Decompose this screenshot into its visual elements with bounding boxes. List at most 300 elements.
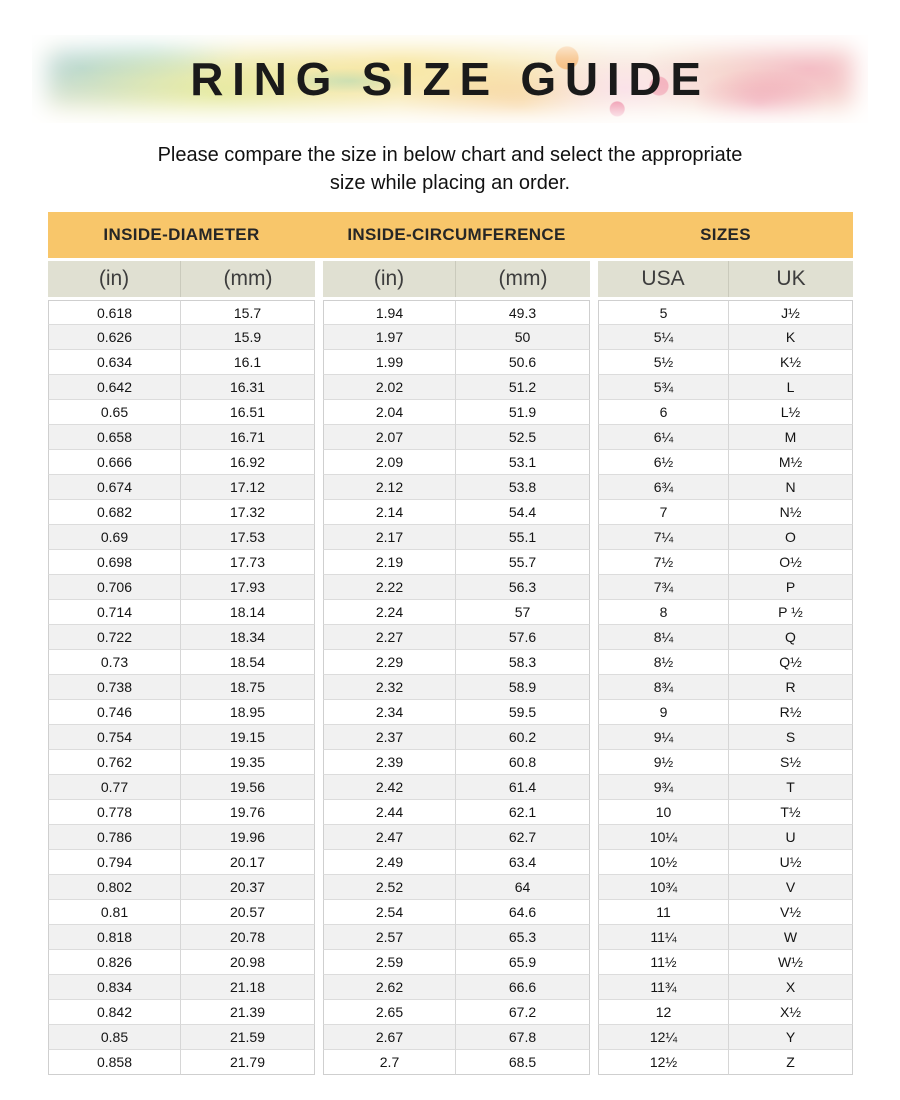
- cell-size-usa: 11½: [598, 950, 729, 975]
- table-row: [48, 400, 853, 425]
- cell-circumference-mm: 56.3: [456, 575, 590, 600]
- cell-diameter-in: 0.658: [48, 425, 181, 450]
- group-gap: [590, 675, 598, 700]
- cell-diameter-in: 0.698: [48, 550, 181, 575]
- table-row: [48, 775, 853, 800]
- cell-size-uk: M: [729, 425, 853, 450]
- cell-size-usa: 6½: [598, 450, 729, 475]
- cell-circumference-mm: 61.4: [456, 775, 590, 800]
- cell-diameter-mm: 20.78: [181, 925, 315, 950]
- table-column-header-row: [48, 261, 853, 297]
- cell-diameter-in: 0.69: [48, 525, 181, 550]
- cell-diameter-in: 0.802: [48, 875, 181, 900]
- cell-diameter-mm: 17.93: [181, 575, 315, 600]
- cell-diameter-in: 0.706: [48, 575, 181, 600]
- group-gap: [590, 350, 598, 375]
- cell-circumference-mm: 49.3: [456, 300, 590, 325]
- cell-diameter-mm: 18.34: [181, 625, 315, 650]
- cell-diameter-in: 0.642: [48, 375, 181, 400]
- cell-diameter-mm: 21.79: [181, 1050, 315, 1075]
- cell-diameter-in: 0.778: [48, 800, 181, 825]
- group-gap: [315, 875, 323, 900]
- cell-diameter-in: 0.826: [48, 950, 181, 975]
- cell-size-usa: 10¾: [598, 875, 729, 900]
- group-gap: [315, 425, 323, 450]
- group-gap: [590, 725, 598, 750]
- cell-size-usa: 10: [598, 800, 729, 825]
- group-gap: [315, 525, 323, 550]
- cell-circumference-mm: 55.7: [456, 550, 590, 575]
- group-gap: [590, 212, 598, 258]
- group-gap: [590, 650, 598, 675]
- group-gap: [315, 575, 323, 600]
- table-row: [48, 1025, 853, 1050]
- group-gap: [590, 975, 598, 1000]
- group-gap: [315, 625, 323, 650]
- cell-circumference-mm: 53.8: [456, 475, 590, 500]
- cell-diameter-in: 0.634: [48, 350, 181, 375]
- table-row: [48, 525, 853, 550]
- group-gap: [315, 700, 323, 725]
- group-gap: [590, 475, 598, 500]
- cell-size-usa: 9½: [598, 750, 729, 775]
- cell-circumference-in: 2.7: [323, 1050, 456, 1075]
- cell-circumference-mm: 51.9: [456, 400, 590, 425]
- group-gap: [590, 300, 598, 325]
- group-gap: [315, 775, 323, 800]
- cell-diameter-in: 0.81: [48, 900, 181, 925]
- cell-circumference-in: 2.37: [323, 725, 456, 750]
- cell-size-uk: L½: [729, 400, 853, 425]
- table-row: [48, 875, 853, 900]
- cell-circumference-mm: 52.5: [456, 425, 590, 450]
- cell-size-uk: R: [729, 675, 853, 700]
- cell-size-uk: O: [729, 525, 853, 550]
- column-header-circumference-mm: (mm): [456, 261, 590, 297]
- table-group-header-row: [48, 212, 853, 258]
- cell-diameter-mm: 17.32: [181, 500, 315, 525]
- cell-size-uk: S: [729, 725, 853, 750]
- cell-circumference-in: 2.09: [323, 450, 456, 475]
- cell-circumference-mm: 51.2: [456, 375, 590, 400]
- group-gap: [315, 325, 323, 350]
- table-row: [48, 625, 853, 650]
- cell-size-usa: 8¾: [598, 675, 729, 700]
- cell-diameter-in: 0.842: [48, 1000, 181, 1025]
- cell-size-usa: 12: [598, 1000, 729, 1025]
- group-gap: [590, 850, 598, 875]
- cell-size-usa: 10¼: [598, 825, 729, 850]
- cell-size-uk: Z: [729, 1050, 853, 1075]
- group-gap: [590, 750, 598, 775]
- table-row: [48, 350, 853, 375]
- subtitle: [0, 141, 900, 197]
- group-gap: [315, 800, 323, 825]
- group-gap: [315, 950, 323, 975]
- group-gap: [590, 400, 598, 425]
- group-gap: [590, 375, 598, 400]
- cell-diameter-mm: 18.54: [181, 650, 315, 675]
- cell-circumference-in: 2.52: [323, 875, 456, 900]
- group-gap: [315, 475, 323, 500]
- cell-circumference-in: 2.04: [323, 400, 456, 425]
- cell-circumference-in: 2.12: [323, 475, 456, 500]
- cell-circumference-in: 2.24: [323, 600, 456, 625]
- cell-size-uk: R½: [729, 700, 853, 725]
- group-header-inside-diameter: INSIDE-DIAMETER: [103, 225, 260, 244]
- group-gap: [315, 850, 323, 875]
- cell-size-uk: U½: [729, 850, 853, 875]
- subtitle-line-2: size while placing an order.: [329, 172, 571, 194]
- table-body: [48, 300, 853, 1075]
- cell-size-usa: 11¾: [598, 975, 729, 1000]
- cell-size-uk: L: [729, 375, 853, 400]
- cell-size-uk: S½: [729, 750, 853, 775]
- cell-circumference-in: 2.49: [323, 850, 456, 875]
- cell-diameter-mm: 17.73: [181, 550, 315, 575]
- cell-circumference-in: 2.34: [323, 700, 456, 725]
- group-header-inside-circumference: INSIDE-CIRCUMFERENCE: [347, 225, 566, 244]
- cell-circumference-mm: 64.6: [456, 900, 590, 925]
- group-gap: [315, 975, 323, 1000]
- group-gap: [315, 261, 323, 297]
- group-gap: [315, 1025, 323, 1050]
- cell-size-usa: 8: [598, 600, 729, 625]
- table-row: [48, 900, 853, 925]
- cell-diameter-in: 0.85: [48, 1025, 181, 1050]
- cell-circumference-mm: 65.3: [456, 925, 590, 950]
- cell-circumference-mm: 63.4: [456, 850, 590, 875]
- group-gap: [590, 800, 598, 825]
- table-row: [48, 450, 853, 475]
- group-gap: [590, 700, 598, 725]
- column-header-diameter-mm: (mm): [181, 261, 315, 297]
- cell-diameter-mm: 16.71: [181, 425, 315, 450]
- cell-diameter-mm: 21.59: [181, 1025, 315, 1050]
- cell-circumference-mm: 50: [456, 325, 590, 350]
- cell-circumference-in: 1.94: [323, 300, 456, 325]
- group-gap: [315, 925, 323, 950]
- cell-diameter-in: 0.73: [48, 650, 181, 675]
- table-row: [48, 550, 853, 575]
- group-gap: [590, 900, 598, 925]
- cell-size-usa: 11¼: [598, 925, 729, 950]
- table-row: [48, 600, 853, 625]
- cell-diameter-in: 0.738: [48, 675, 181, 700]
- cell-size-usa: 6: [598, 400, 729, 425]
- cell-circumference-in: 1.99: [323, 350, 456, 375]
- cell-diameter-mm: 17.12: [181, 475, 315, 500]
- cell-size-uk: K½: [729, 350, 853, 375]
- table-row: [48, 1000, 853, 1025]
- cell-size-usa: 8½: [598, 650, 729, 675]
- cell-size-uk: K: [729, 325, 853, 350]
- cell-circumference-in: 2.27: [323, 625, 456, 650]
- cell-circumference-mm: 50.6: [456, 350, 590, 375]
- cell-circumference-mm: 67.2: [456, 1000, 590, 1025]
- cell-diameter-mm: 15.9: [181, 325, 315, 350]
- cell-diameter-in: 0.746: [48, 700, 181, 725]
- group-gap: [315, 500, 323, 525]
- cell-circumference-in: 2.42: [323, 775, 456, 800]
- group-gap: [315, 350, 323, 375]
- cell-circumference-in: 2.32: [323, 675, 456, 700]
- cell-size-usa: 12¼: [598, 1025, 729, 1050]
- cell-size-usa: 6¾: [598, 475, 729, 500]
- ring-size-table: [48, 212, 853, 1075]
- group-gap: [315, 750, 323, 775]
- table-row: [48, 975, 853, 1000]
- cell-diameter-in: 0.77: [48, 775, 181, 800]
- cell-size-usa: 9¾: [598, 775, 729, 800]
- cell-diameter-in: 0.666: [48, 450, 181, 475]
- cell-circumference-mm: 65.9: [456, 950, 590, 975]
- table-row: [48, 950, 853, 975]
- table-row: [48, 475, 853, 500]
- cell-diameter-mm: 19.76: [181, 800, 315, 825]
- cell-size-usa: 5¼: [598, 325, 729, 350]
- cell-circumference-in: 2.39: [323, 750, 456, 775]
- group-gap: [590, 550, 598, 575]
- cell-diameter-mm: 16.92: [181, 450, 315, 475]
- group-gap: [315, 450, 323, 475]
- cell-size-uk: W: [729, 925, 853, 950]
- group-gap: [315, 300, 323, 325]
- cell-size-usa: 7¼: [598, 525, 729, 550]
- column-header-uk: UK: [729, 261, 853, 297]
- cell-size-uk: Y: [729, 1025, 853, 1050]
- cell-size-usa: 9: [598, 700, 729, 725]
- cell-size-usa: 6¼: [598, 425, 729, 450]
- cell-diameter-mm: 19.35: [181, 750, 315, 775]
- cell-circumference-mm: 58.9: [456, 675, 590, 700]
- table-row: [48, 725, 853, 750]
- group-gap: [590, 925, 598, 950]
- cell-size-usa: 5: [598, 300, 729, 325]
- cell-size-uk: P ½: [729, 600, 853, 625]
- cell-circumference-in: 2.65: [323, 1000, 456, 1025]
- table-row: [48, 750, 853, 775]
- group-gap: [590, 600, 598, 625]
- cell-diameter-in: 0.682: [48, 500, 181, 525]
- cell-size-uk: O½: [729, 550, 853, 575]
- cell-diameter-mm: 16.51: [181, 400, 315, 425]
- group-gap: [315, 900, 323, 925]
- cell-circumference-in: 2.02: [323, 375, 456, 400]
- column-header-usa: USA: [598, 261, 729, 297]
- cell-circumference-mm: 58.3: [456, 650, 590, 675]
- group-gap: [590, 1000, 598, 1025]
- cell-diameter-mm: 16.1: [181, 350, 315, 375]
- cell-size-usa: 10½: [598, 850, 729, 875]
- cell-size-usa: 8¼: [598, 625, 729, 650]
- cell-size-uk: T: [729, 775, 853, 800]
- cell-size-usa: 5½: [598, 350, 729, 375]
- cell-diameter-in: 0.794: [48, 850, 181, 875]
- group-gap: [315, 375, 323, 400]
- table-row: [48, 425, 853, 450]
- cell-diameter-mm: 20.17: [181, 850, 315, 875]
- cell-circumference-mm: 60.8: [456, 750, 590, 775]
- cell-diameter-in: 0.762: [48, 750, 181, 775]
- cell-diameter-mm: 20.98: [181, 950, 315, 975]
- cell-circumference-in: 2.14: [323, 500, 456, 525]
- cell-circumference-mm: 54.4: [456, 500, 590, 525]
- group-gap: [315, 400, 323, 425]
- cell-diameter-in: 0.618: [48, 300, 181, 325]
- cell-diameter-mm: 18.75: [181, 675, 315, 700]
- cell-diameter-in: 0.714: [48, 600, 181, 625]
- cell-size-usa: 12½: [598, 1050, 729, 1075]
- cell-circumference-mm: 55.1: [456, 525, 590, 550]
- table-row: [48, 650, 853, 675]
- group-gap: [590, 1050, 598, 1075]
- cell-circumference-mm: 59.5: [456, 700, 590, 725]
- cell-circumference-mm: 66.6: [456, 975, 590, 1000]
- cell-diameter-mm: 21.39: [181, 1000, 315, 1025]
- cell-diameter-in: 0.65: [48, 400, 181, 425]
- cell-size-uk: X½: [729, 1000, 853, 1025]
- cell-size-usa: 7: [598, 500, 729, 525]
- cell-circumference-in: 2.19: [323, 550, 456, 575]
- cell-diameter-in: 0.626: [48, 325, 181, 350]
- group-gap: [315, 1000, 323, 1025]
- cell-size-uk: N: [729, 475, 853, 500]
- cell-size-uk: T½: [729, 800, 853, 825]
- cell-size-uk: N½: [729, 500, 853, 525]
- group-gap: [315, 675, 323, 700]
- group-gap: [315, 650, 323, 675]
- cell-circumference-in: 2.44: [323, 800, 456, 825]
- cell-size-uk: U: [729, 825, 853, 850]
- table-row: [48, 325, 853, 350]
- cell-circumference-in: 2.67: [323, 1025, 456, 1050]
- banner: [32, 35, 868, 123]
- group-gap: [590, 775, 598, 800]
- cell-size-usa: 7½: [598, 550, 729, 575]
- cell-circumference-mm: 62.7: [456, 825, 590, 850]
- group-gap: [315, 1050, 323, 1075]
- group-gap: [590, 425, 598, 450]
- cell-circumference-in: 2.57: [323, 925, 456, 950]
- group-gap: [315, 725, 323, 750]
- cell-circumference-mm: 64: [456, 875, 590, 900]
- cell-diameter-mm: 19.96: [181, 825, 315, 850]
- table-row: [48, 575, 853, 600]
- cell-size-uk: J½: [729, 300, 853, 325]
- group-gap: [315, 212, 323, 258]
- cell-size-usa: 5¾: [598, 375, 729, 400]
- cell-diameter-in: 0.818: [48, 925, 181, 950]
- cell-size-usa: 7¾: [598, 575, 729, 600]
- group-gap: [590, 875, 598, 900]
- cell-circumference-mm: 53.1: [456, 450, 590, 475]
- group-gap: [315, 600, 323, 625]
- cell-size-uk: Q½: [729, 650, 853, 675]
- cell-circumference-mm: 67.8: [456, 1025, 590, 1050]
- group-gap: [590, 450, 598, 475]
- cell-size-uk: V: [729, 875, 853, 900]
- table-row: [48, 375, 853, 400]
- column-header-diameter-in: (in): [48, 261, 181, 297]
- table-row: [48, 850, 853, 875]
- table-row: [48, 800, 853, 825]
- cell-size-usa: 11: [598, 900, 729, 925]
- cell-circumference-in: 2.59: [323, 950, 456, 975]
- cell-circumference-in: 2.62: [323, 975, 456, 1000]
- group-gap: [590, 625, 598, 650]
- cell-circumference-mm: 62.1: [456, 800, 590, 825]
- group-gap: [315, 550, 323, 575]
- cell-size-uk: W½: [729, 950, 853, 975]
- cell-circumference-in: 2.07: [323, 425, 456, 450]
- group-gap: [590, 950, 598, 975]
- cell-diameter-mm: 19.15: [181, 725, 315, 750]
- cell-circumference-mm: 57: [456, 600, 590, 625]
- cell-diameter-mm: 19.56: [181, 775, 315, 800]
- cell-diameter-mm: 15.7: [181, 300, 315, 325]
- cell-diameter-in: 0.674: [48, 475, 181, 500]
- table-row: [48, 925, 853, 950]
- cell-diameter-mm: 17.53: [181, 525, 315, 550]
- subtitle-line-1: Please compare the size in below chart and select the appropriate: [157, 144, 743, 166]
- cell-circumference-in: 2.22: [323, 575, 456, 600]
- table-row: [48, 1050, 853, 1075]
- cell-diameter-mm: 18.95: [181, 700, 315, 725]
- group-gap: [590, 575, 598, 600]
- group-gap: [590, 825, 598, 850]
- cell-diameter-in: 0.834: [48, 975, 181, 1000]
- cell-diameter-mm: 20.57: [181, 900, 315, 925]
- cell-diameter-mm: 18.14: [181, 600, 315, 625]
- cell-circumference-in: 2.47: [323, 825, 456, 850]
- cell-circumference-in: 1.97: [323, 325, 456, 350]
- cell-diameter-in: 0.858: [48, 1050, 181, 1075]
- cell-diameter-in: 0.786: [48, 825, 181, 850]
- table-row: [48, 700, 853, 725]
- table-row: [48, 825, 853, 850]
- column-header-circumference-in: (in): [323, 261, 456, 297]
- group-gap: [590, 1025, 598, 1050]
- cell-size-usa: 9¼: [598, 725, 729, 750]
- table-row: [48, 500, 853, 525]
- cell-circumference-in: 2.29: [323, 650, 456, 675]
- cell-size-uk: M½: [729, 450, 853, 475]
- cell-circumference-mm: 68.5: [456, 1050, 590, 1075]
- cell-size-uk: X: [729, 975, 853, 1000]
- table-row: [48, 675, 853, 700]
- group-gap: [590, 525, 598, 550]
- cell-size-uk: V½: [729, 900, 853, 925]
- cell-diameter-mm: 20.37: [181, 875, 315, 900]
- group-header-sizes: SIZES: [700, 225, 751, 244]
- cell-circumference-in: 2.17: [323, 525, 456, 550]
- cell-diameter-in: 0.754: [48, 725, 181, 750]
- cell-circumference-mm: 57.6: [456, 625, 590, 650]
- cell-diameter-mm: 21.18: [181, 975, 315, 1000]
- cell-diameter-mm: 16.31: [181, 375, 315, 400]
- cell-diameter-in: 0.722: [48, 625, 181, 650]
- page-title: RING SIZE GUIDE: [190, 53, 710, 105]
- group-gap: [315, 825, 323, 850]
- cell-size-uk: P: [729, 575, 853, 600]
- group-gap: [590, 261, 598, 297]
- group-gap: [590, 325, 598, 350]
- cell-size-uk: Q: [729, 625, 853, 650]
- cell-circumference-in: 2.54: [323, 900, 456, 925]
- group-gap: [590, 500, 598, 525]
- cell-circumference-mm: 60.2: [456, 725, 590, 750]
